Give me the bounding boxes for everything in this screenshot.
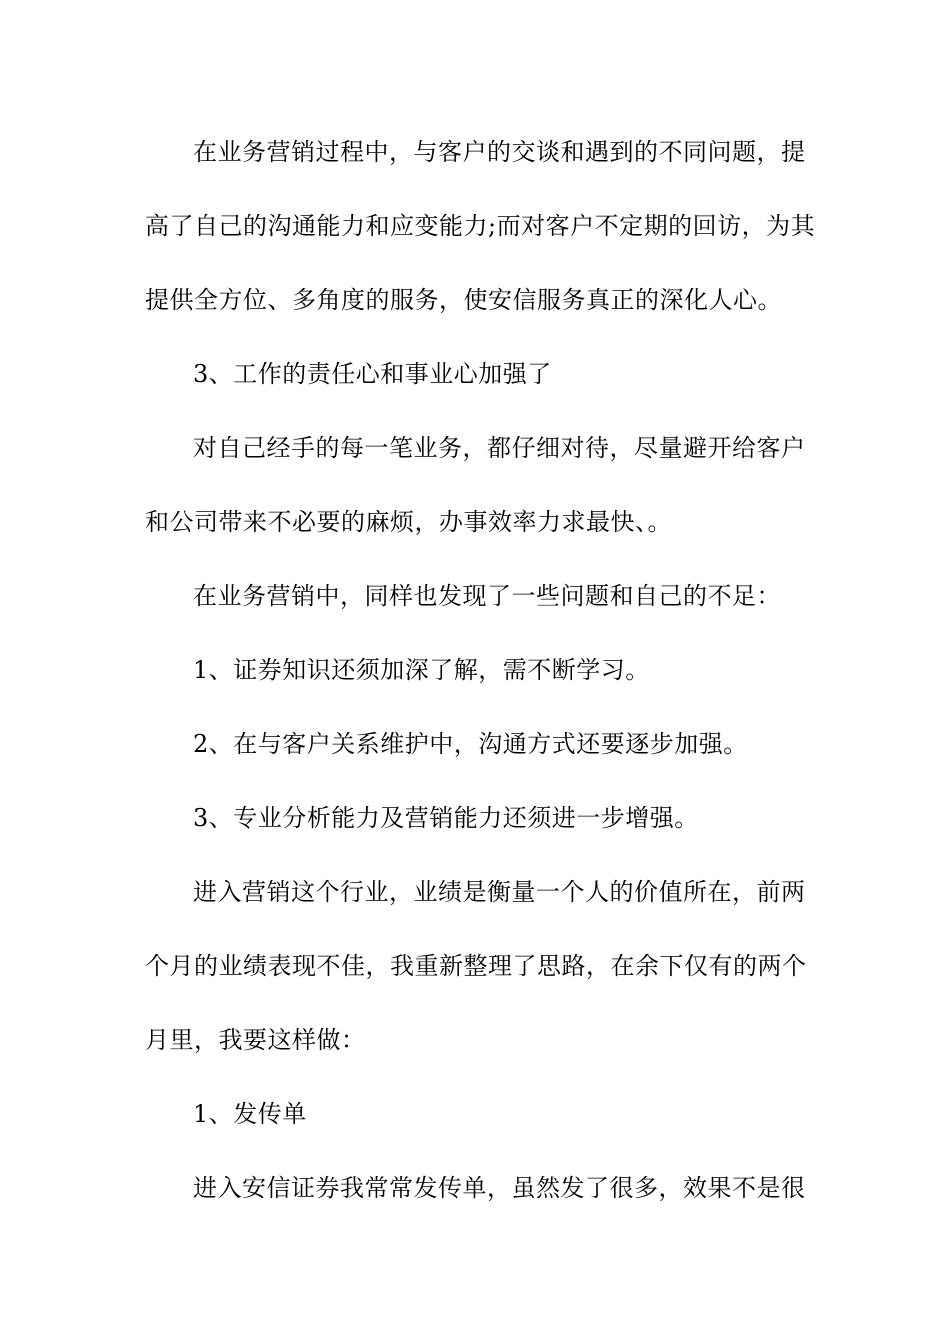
paragraph-line: 在业务营销过程中，与客户的交谈和遇到的不同问题，提 <box>193 138 806 166</box>
section-heading: 1、发传单 <box>193 1100 307 1128</box>
paragraph-line: 月里，我要这样做： <box>145 1026 366 1054</box>
list-item: 1、证券知识还须加深了解，需不断学习。 <box>193 656 650 684</box>
paragraph-line: 对自己经手的每一笔业务，都仔细对待，尽量避开给客户 <box>193 434 806 462</box>
list-item: 3、专业分析能力及营销能力还须进一步增强。 <box>193 804 699 832</box>
paragraph-line: 提供全方位、多角度的服务，使安信服务真正的深化人心。 <box>145 286 782 314</box>
paragraph-line: 进入安信证券我常常发传单，虽然发了很多，效果不是很 <box>193 1174 806 1202</box>
paragraph-line: 高了自己的沟通能力和应变能力;而对客户不定期的回访，为其 <box>145 212 816 240</box>
list-item: 2、在与客户关系维护中，沟通方式还要逐步加强。 <box>193 730 748 758</box>
paragraph-line: 和公司带来不必要的麻烦，办事效率力求最快、。 <box>145 508 672 536</box>
paragraph-line: 个月的业绩表现不佳，我重新整理了思路，在余下仅有的两个 <box>145 952 807 980</box>
paragraph-line: 进入营销这个行业，业绩是衡量一个人的价值所在，前两 <box>193 878 806 906</box>
section-heading: 3、工作的责任心和事业心加强了 <box>193 360 552 388</box>
paragraph-line: 在业务营销中，同样也发现了一些问题和自己的不足： <box>193 582 781 610</box>
